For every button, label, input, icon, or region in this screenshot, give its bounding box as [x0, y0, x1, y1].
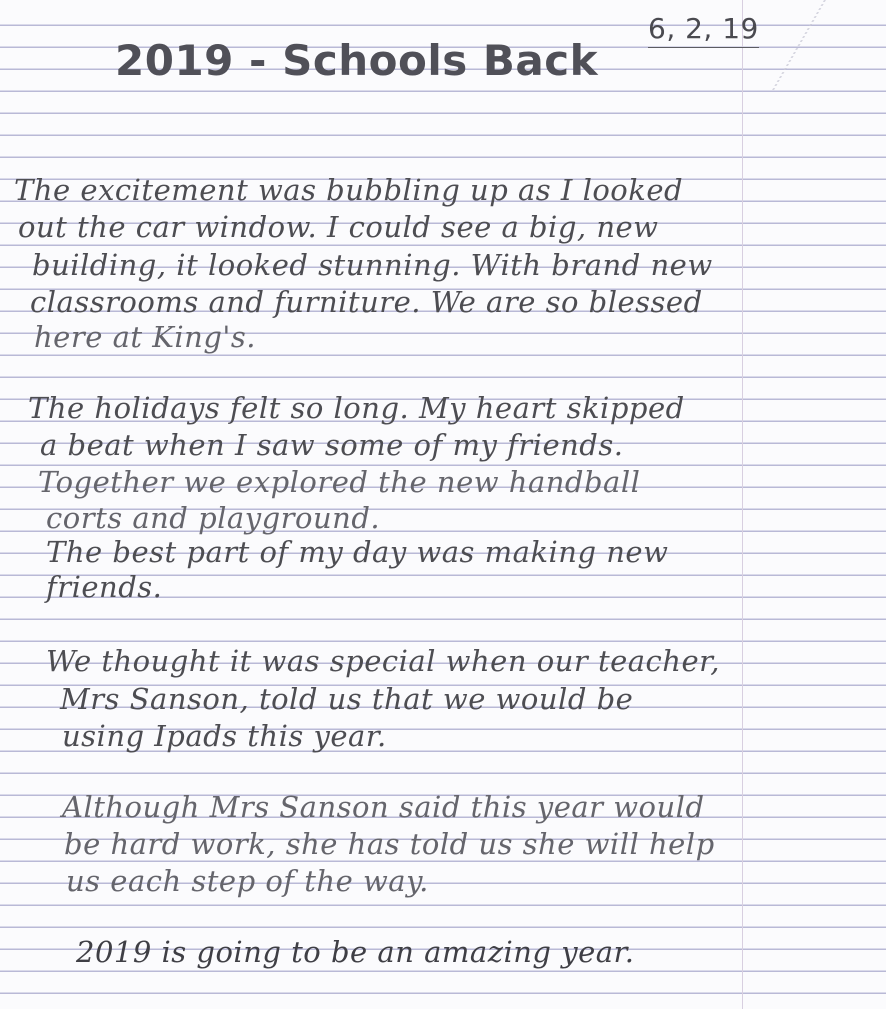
- text-line: here at King's.: [34, 320, 256, 354]
- text-line: The excitement was bubbling up as I looked: [14, 173, 684, 207]
- text-line: Mrs Sanson, told us that we would be: [60, 682, 634, 716]
- text-line: classrooms and furniture. We are so blessed: [30, 285, 703, 319]
- text-line: The best part of my day was making new: [46, 535, 669, 569]
- date: 6, 2, 19: [648, 12, 759, 48]
- text-line: building, it looked stunning. With brand new: [32, 248, 713, 282]
- text-line: us each step of the way.: [66, 864, 429, 898]
- text-line: The holidays felt so long. My heart skipped: [28, 391, 685, 425]
- text-line: We thought it was special when our teacher,: [46, 644, 721, 678]
- folded-corner: [772, 0, 886, 90]
- text-line: Together we explored the new handball: [38, 465, 641, 499]
- text-line: corts and playground.: [46, 501, 381, 535]
- text-line: out the car window. I could see a big, new: [18, 210, 659, 244]
- text-line: Although Mrs Sanson said this year would: [62, 790, 705, 824]
- text-line: friends.: [46, 570, 163, 604]
- page-title: 2019 - Schools Back: [115, 36, 599, 85]
- text-line: be hard work, she has told us she will help: [64, 827, 715, 861]
- text-line: 2019 is going to be an amazing year.: [76, 935, 635, 969]
- margin-line: [742, 0, 743, 1009]
- text-line: using Ipads this year.: [62, 719, 387, 753]
- text-line: a beat when I saw some of my friends.: [40, 428, 624, 462]
